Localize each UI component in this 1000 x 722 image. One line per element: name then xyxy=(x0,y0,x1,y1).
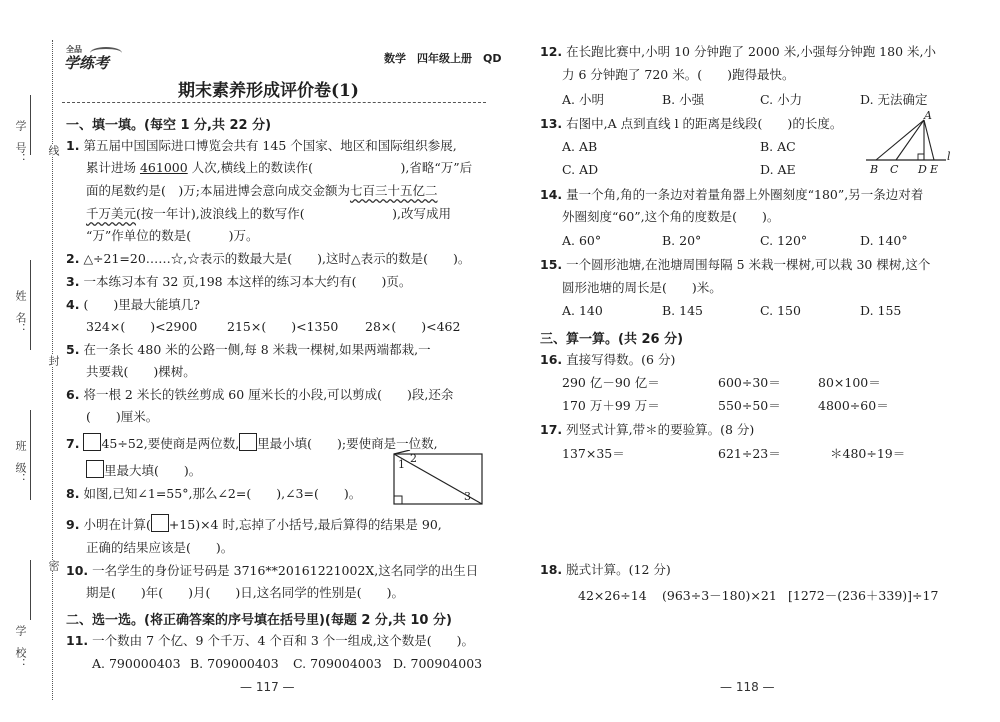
q7-answer-box-2[interactable] xyxy=(239,433,257,451)
q14-option-a[interactable]: A. 60° xyxy=(562,233,602,248)
q7-answer-box-3[interactable] xyxy=(86,460,104,478)
q15-option-b[interactable]: B. 145 xyxy=(662,303,703,318)
title-underline xyxy=(62,102,486,103)
header-meta: 数学 四年级上册 QD xyxy=(384,52,502,65)
q17-item-1: 137×35＝ xyxy=(562,446,625,461)
q11-option-c[interactable]: C. 709004003 xyxy=(293,656,382,671)
q7-answer-box-1[interactable] xyxy=(83,433,101,451)
page-number-right: — 118 — xyxy=(720,680,775,694)
q14-line1: 14. 量一个角,角的一条边对着量角器上外圈刻度“180”,另一条边对着 xyxy=(540,187,924,202)
q16-item-3: 80×100＝ xyxy=(818,375,881,390)
q13-label-D: D xyxy=(918,163,927,176)
q15-option-a[interactable]: A. 140 xyxy=(562,303,603,318)
q12-line2: 力 6 分钟跑了 720 米。( )跑得最快。 xyxy=(562,67,795,82)
q1-line4: 千万美元(按一年计),波浪线上的数写作( ),改写成用 xyxy=(86,206,451,221)
q8-angle3-label: 3 xyxy=(464,490,471,503)
q7-line2: 里最大填( )。 xyxy=(86,460,201,479)
q12-option-d[interactable]: D. 无法确定 xyxy=(860,92,928,107)
q1-line5: “万”作单位的数是( )万。 xyxy=(86,228,259,243)
q12-line1: 12. 在长跑比赛中,小明 10 分钟跑了 2000 米,小强每分钟跑 180 米,小 xyxy=(540,44,936,59)
q18: 18. 脱式计算。(12 分) xyxy=(540,562,671,577)
binding-school-line xyxy=(30,560,31,620)
q8-fold-line xyxy=(394,450,410,454)
q4: 4. ( )里最大能填几? xyxy=(66,297,200,312)
q13-option-b[interactable]: B. AC xyxy=(760,139,796,154)
q15-line2: 圆形池塘的周长是( )米。 xyxy=(562,280,722,295)
q9-line1: 9. 小明在计算( +15)×4 时,忘掉了小括号,最后算得的结果是 90, xyxy=(66,514,442,533)
q15-option-c[interactable]: C. 150 xyxy=(760,303,801,318)
page-title: 期末素养形成评价卷(1) xyxy=(178,81,359,101)
q15-option-d[interactable]: D. 155 xyxy=(860,303,902,318)
q16-item-6: 4800÷60＝ xyxy=(818,398,889,413)
q18-item-3: [1272－(236＋339)]÷17 xyxy=(788,588,939,603)
q15-line1: 15. 一个圆形池塘,在池塘周围每隔 5 米栽一棵树,可以栽 30 棵树,这个 xyxy=(540,257,931,272)
page-number-left: — 117 — xyxy=(240,680,295,694)
q2: 2. △÷21=20……☆,☆表示的数最大是( ),这时△表示的数是( )。 xyxy=(66,251,471,266)
binding-name-line xyxy=(30,260,31,350)
q13: 13. 右图中,A 点到直线 l 的距离是线段( )的长度。 xyxy=(540,116,843,131)
q18-item-2: (963÷3－180)×21 xyxy=(662,588,777,603)
q13-label-A: A xyxy=(924,110,932,122)
q1-line1: 1. 第五届中国国际进口博览会共有 145 个国家、地区和国际组织参展, xyxy=(66,138,457,153)
q1-wavy-number-part1: 七百三十五亿二 xyxy=(349,183,438,198)
q17-item-3: ＊480÷19＝ xyxy=(830,446,906,461)
q4-item-b: 215×( )<1350 xyxy=(227,319,339,334)
q1-line2: 累计进场 461000 人次,横线上的数读作( ),省略“万”后 xyxy=(86,160,473,175)
school-label: 学 校： xyxy=(14,625,27,669)
student-name-label: 姓 名： xyxy=(14,290,27,334)
q9-answer-box[interactable] xyxy=(151,514,169,532)
student-id-label: 学 号： xyxy=(14,120,27,164)
q14-option-c[interactable]: C. 120° xyxy=(760,233,808,248)
section1-title: 一、填一填。(每空 1 分,共 22 分) xyxy=(66,118,272,133)
q13-option-d[interactable]: D. AE xyxy=(760,162,796,177)
q13-option-a[interactable]: A. AB xyxy=(562,139,598,154)
q4-item-c: 28×( )<462 xyxy=(365,319,461,334)
q18-item-1: 42×26÷14 xyxy=(578,588,647,603)
logo-main-text: 学练考 xyxy=(64,54,110,72)
q11-option-b[interactable]: B. 709000403 xyxy=(190,656,279,671)
q16-item-4: 170 万＋99 万＝ xyxy=(562,398,660,413)
q3: 3. 一本练习本有 32 页,198 本这样的练习本大约有( )页。 xyxy=(66,274,412,289)
section2-title: 二、选一选。(将正确答案的序号填在括号里)(每题 2 分,共 10 分) xyxy=(66,613,452,628)
q11-option-d[interactable]: D. 700904003 xyxy=(393,656,483,671)
logo-swoosh xyxy=(90,47,122,59)
q13-segment-AE xyxy=(924,120,934,160)
q9-line2: 正确的结果应该是( )。 xyxy=(86,540,234,555)
q12-option-b[interactable]: B. 小强 xyxy=(662,92,705,107)
binding-student-id-line xyxy=(30,95,31,155)
q1-number: 1. xyxy=(66,138,80,153)
q1-underlined-number: 461000 xyxy=(139,160,188,175)
binding-mark-mi: 密 xyxy=(47,560,60,571)
q13-label-l: l xyxy=(947,150,951,163)
q11-option-a[interactable]: A. 790000403 xyxy=(92,656,181,671)
q6-line1: 6. 将一根 2 米长的铁丝剪成 60 厘米长的小段,可以剪成( )段,还余 xyxy=(66,387,454,402)
binding-mark-xian: 线 xyxy=(47,145,60,156)
class-label: 班 级： xyxy=(14,440,27,484)
q8-rectangle-figure xyxy=(388,450,486,508)
q5-line1: 5. 在一条长 480 米的公路一侧,每 8 米栽一棵树,如果两端都栽,一 xyxy=(66,342,431,357)
binding-class-line xyxy=(30,410,31,500)
q12-option-c[interactable]: C. 小力 xyxy=(760,92,803,107)
q10-line1: 10. 一名学生的身份证号码是 3716**20161221002X,这名同学的出生日 xyxy=(66,563,479,578)
binding-mark-feng: 封 xyxy=(47,355,60,366)
q1-wavy-number-part2: 千万美元 xyxy=(86,206,137,221)
q17-item-2: 621÷23＝ xyxy=(718,446,781,461)
q14-option-d[interactable]: D. 140° xyxy=(860,233,908,248)
q13-label-E: E xyxy=(930,163,939,176)
q13-option-c[interactable]: C. AD xyxy=(562,162,599,177)
q8-angle1-label: 1 xyxy=(398,458,405,471)
q7-line1: 7. 45÷52,要使商是两位数, 里最小填( );要使商是一位数, xyxy=(66,433,438,452)
q5-line2: 共要栽( )棵树。 xyxy=(86,364,196,379)
binding-dotted-line xyxy=(52,40,53,700)
q11: 11. 一个数由 7 个亿、9 个千万、4 个百和 3 个一组成,这个数是( )。 xyxy=(66,633,475,648)
section3-title: 三、算一算。(共 26 分) xyxy=(540,332,684,347)
q16-item-1: 290 亿－90 亿＝ xyxy=(562,375,660,390)
q4-item-a: 324×( )<2900 xyxy=(86,319,198,334)
q13-perpendicular-figure xyxy=(862,110,954,176)
q6-line2: ( )厘米。 xyxy=(86,409,159,424)
q16-item-2: 600÷30＝ xyxy=(718,375,781,390)
q13-label-B: B xyxy=(870,163,879,176)
q10-line2: 期是( )年( )月( )日,这名同学的性别是( )。 xyxy=(86,585,404,600)
q16: 16. 直接写得数。(6 分) xyxy=(540,352,676,367)
brand-logo xyxy=(64,44,124,74)
q1-line3: 面的尾数约是( )万;本届进博会意向成交金额为七百三十五亿二 xyxy=(86,183,438,198)
q8-right-angle-mark xyxy=(394,496,402,504)
logo-top-text: 全品 xyxy=(66,45,82,54)
q12-option-a[interactable]: A. 小明 xyxy=(562,92,604,107)
q13-right-angle-mark xyxy=(918,154,924,160)
q8-angle2-label: 2 xyxy=(410,452,417,465)
q16-item-5: 550÷50＝ xyxy=(718,398,781,413)
q17: 17. 列竖式计算,带＊的要验算。(8 分) xyxy=(540,422,755,437)
q13-label-C: C xyxy=(890,163,899,176)
q14-option-b[interactable]: B. 20° xyxy=(662,233,702,248)
q14-line2: 外圈刻度“60”,这个角的度数是( )。 xyxy=(562,209,780,224)
q8: 8. 如图,已知∠1=55°,那么∠2=( ),∠3=( )。 xyxy=(66,486,362,501)
